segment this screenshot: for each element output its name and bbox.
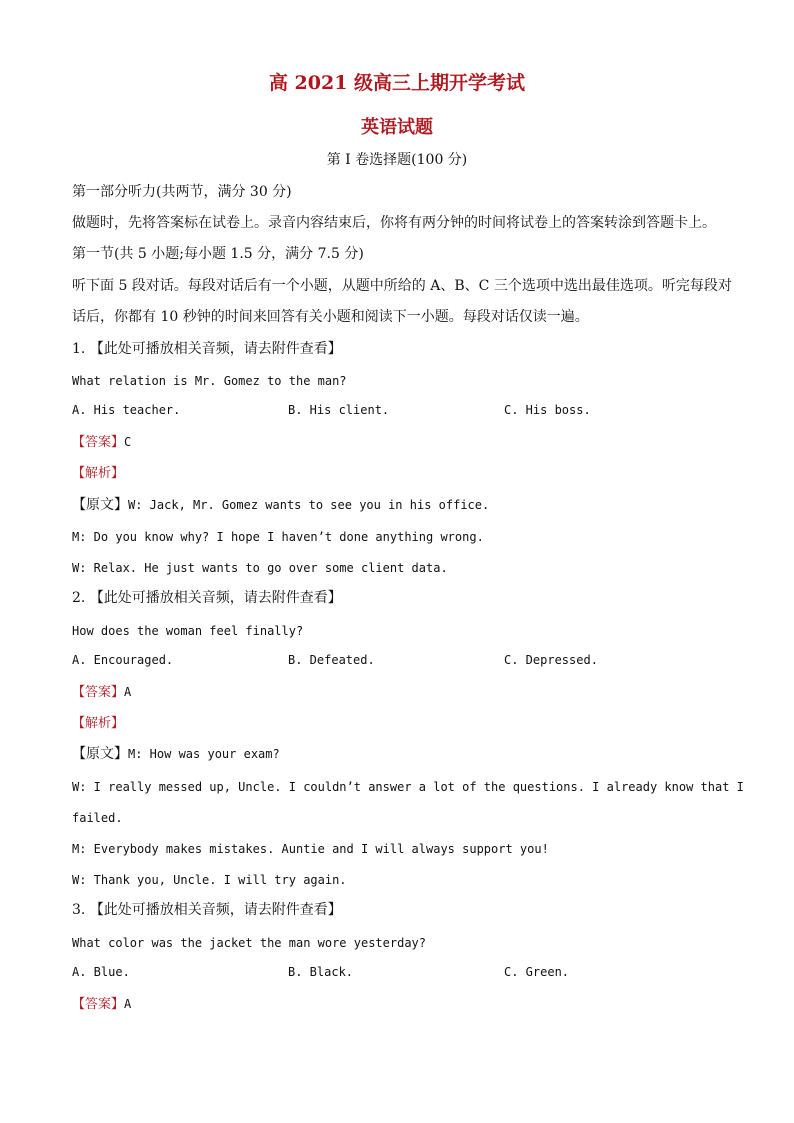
q2-transcript-line3: failed. bbox=[72, 811, 123, 825]
q2-question: How does the woman feel finally? bbox=[72, 624, 304, 638]
q1-option-b: B. His client. bbox=[288, 403, 390, 417]
q2-transcript-line5: W: Thank you, Uncle. I will try again. bbox=[72, 873, 347, 887]
q3-answer bbox=[72, 995, 131, 1014]
q2-answer bbox=[72, 683, 131, 702]
q3-answer-value: A bbox=[124, 997, 132, 1011]
q2-header: 2. 【此处可播放相关音频，请去附件查看】 bbox=[72, 590, 342, 606]
q2-option-b: B. Defeated. bbox=[288, 653, 375, 667]
section1-title: 第一节(共 5 小题;每小题 1.5 分，满分 7.5 分) bbox=[72, 246, 364, 262]
q1-answer bbox=[72, 433, 131, 452]
part1-title: 第一部分听力(共两节，满分 30 分) bbox=[72, 184, 292, 200]
answer-label: 【答案】 bbox=[72, 685, 125, 700]
q1-question: What relation is Mr. Gomez to the man? bbox=[72, 374, 347, 388]
part1-instruction: 做题时，先将答案标在试卷上。录音内容结束后，你将有两分钟的时间将试卷上的答案转涂到答题卡上。 bbox=[72, 215, 716, 231]
q1-option-a: A. His teacher. bbox=[72, 403, 181, 417]
exam-title: 高 2021 级高三上期开学考试 bbox=[268, 72, 526, 94]
answer-label: 【答案】 bbox=[72, 435, 125, 450]
q2-option-a: A. Encouraged. bbox=[72, 653, 174, 667]
original-label: 【原文】 bbox=[72, 746, 128, 762]
analysis-label: 【解析】 bbox=[72, 716, 125, 731]
q3-option-b: B. Black. bbox=[288, 965, 354, 979]
q2-transcript-text1: M: How was your exam? bbox=[128, 747, 280, 761]
q3-option-a: A. Blue. bbox=[72, 965, 130, 979]
q2-transcript-line2: W: I really messed up, Uncle. I couldn’t answer a lot of the questions. I already know that I bbox=[72, 780, 744, 794]
q2-transcript-line1 bbox=[72, 745, 280, 763]
q3-header: 3. 【此处可播放相关音频，请去附件查看】 bbox=[72, 902, 342, 918]
q3-question: What color was the jacket the man wore yesterday? bbox=[72, 936, 427, 950]
analysis-label: 【解析】 bbox=[72, 466, 125, 481]
q2-analysis bbox=[72, 714, 124, 733]
q1-option-c: C. His boss. bbox=[504, 403, 591, 417]
q1-transcript-line3: W: Relax. He just wants to go over some client data. bbox=[72, 561, 448, 575]
q1-transcript-text1: W: Jack, Mr. Gomez wants to see you in his office. bbox=[128, 498, 490, 512]
q3-option-c: C. Green. bbox=[504, 965, 570, 979]
volume-heading: 第 I 卷选择题(100 分) bbox=[326, 152, 468, 168]
q2-transcript-line4: M: Everybody makes mistakes. Auntie and I will always support you! bbox=[72, 842, 549, 856]
q1-transcript-line1 bbox=[72, 496, 489, 514]
q1-answer-value: C bbox=[124, 435, 132, 449]
q2-option-c: C. Depressed. bbox=[504, 653, 598, 667]
q1-header: 1. 【此处可播放相关音频，请去附件查看】 bbox=[72, 341, 342, 357]
original-label: 【原文】 bbox=[72, 497, 128, 513]
q1-transcript-line2: M: Do you know why? I hope I haven’t done anything wrong. bbox=[72, 530, 484, 544]
exam-subtitle: 英语试题 bbox=[361, 117, 433, 138]
q2-answer-value: A bbox=[124, 685, 132, 699]
q1-analysis bbox=[72, 464, 124, 483]
section1-instruction-line2: 话后，你都有 10 秒钟的时间来回答有关小题和阅读下一小题。每段对话仅读一遍。 bbox=[72, 309, 589, 325]
answer-label: 【答案】 bbox=[72, 997, 125, 1012]
section1-instruction-line1: 听下面 5 段对话。每段对话后有一个小题，从题中所给的 A、B、C 三个选项中选出最佳选项。听完每段对 bbox=[72, 278, 732, 294]
